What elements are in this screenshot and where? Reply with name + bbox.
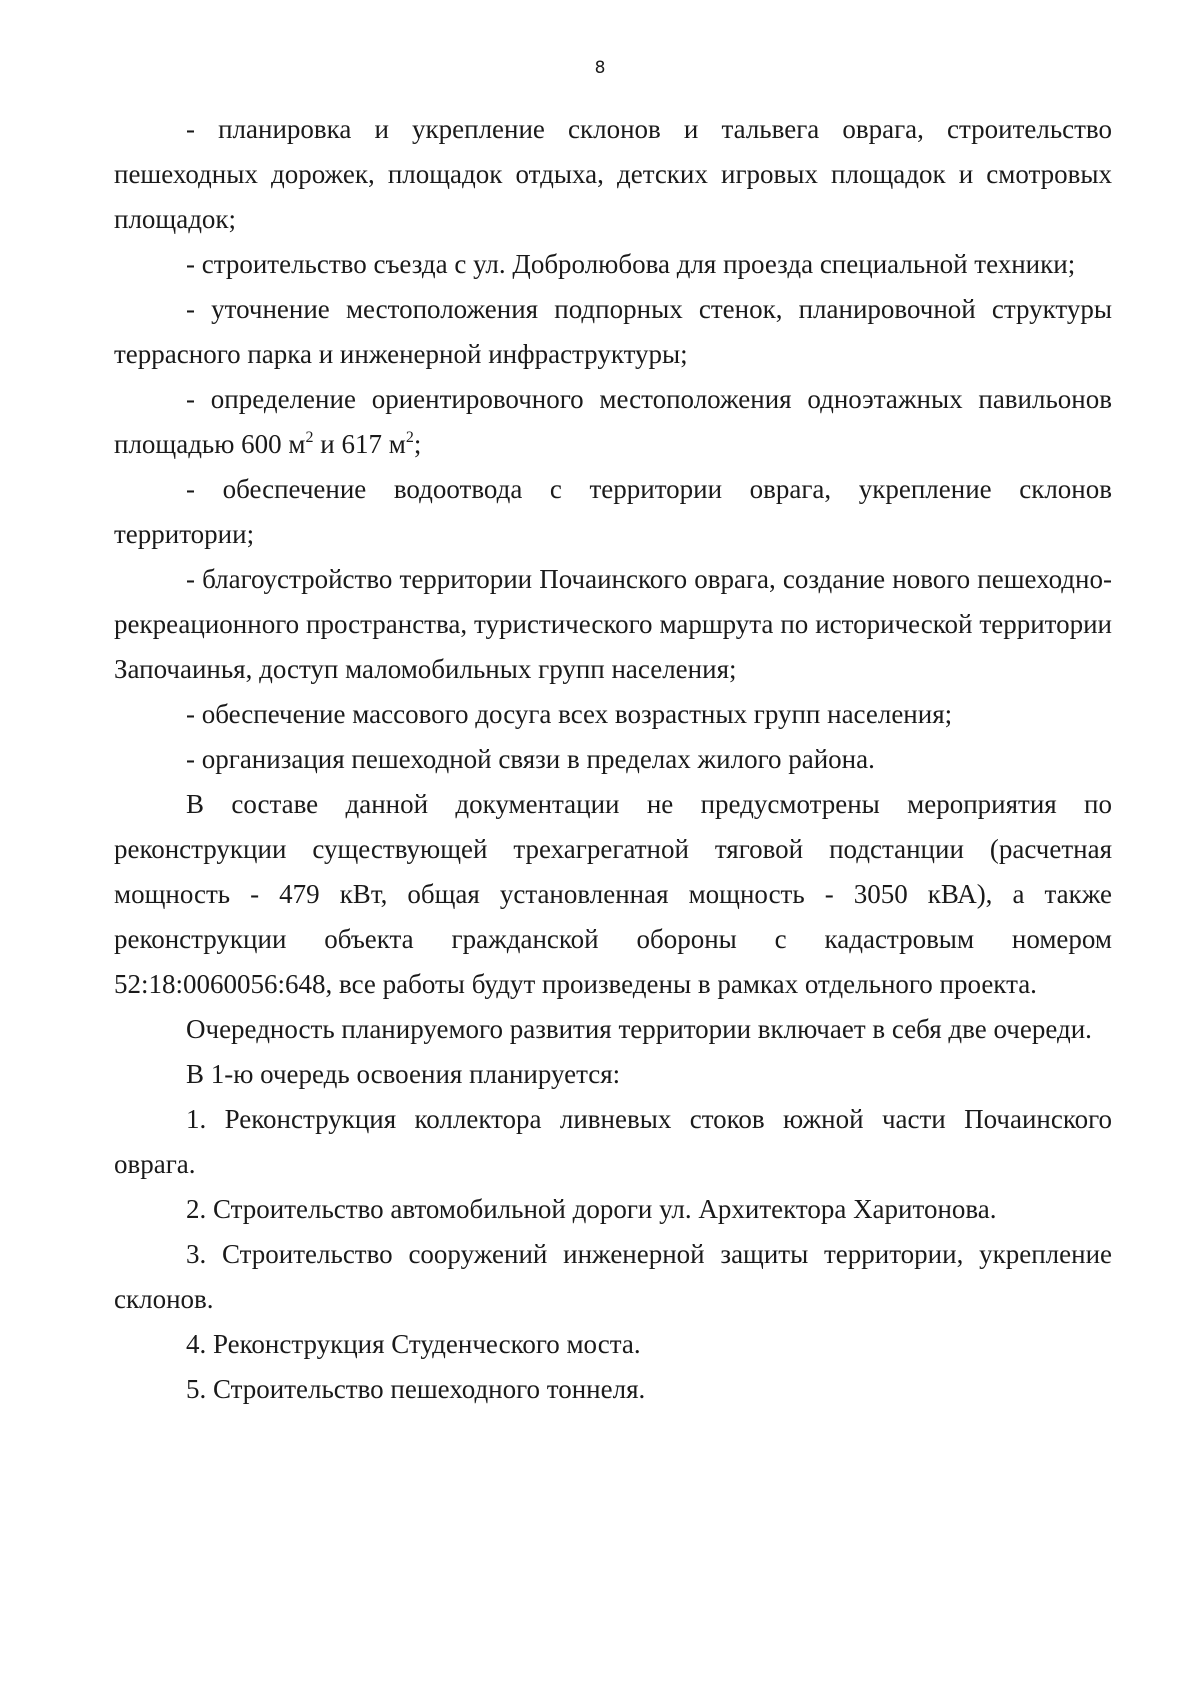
pavilions-text-middle: и 617 м (313, 429, 406, 459)
paragraph-stage-one-intro: В 1-ю очередь освоения планируется: (186, 1059, 621, 1089)
list-item-2: 2. Строительство автомобильной дороги ул. Архитектора Харитонова. (186, 1194, 997, 1224)
superscript-square: 2 (405, 429, 414, 446)
paragraph-dobrolyubova-exit: - строительство съезда с ул. Добролюбова для проезда специальной техники; (186, 249, 1076, 279)
pavilions-text-end: ; (413, 429, 422, 459)
superscript-square: 2 (305, 429, 314, 446)
list-item-4: 4. Реконструкция Студенческого моста. (186, 1329, 641, 1359)
paragraph-drainage: - обеспечение водоотвода с территории оврага, укрепление склонов территории; (114, 474, 1112, 549)
paragraph-pedestrian-link: - организация пешеходной связи в пределах жилого района. (186, 744, 875, 774)
paragraph-pavilions (114, 377, 1112, 467)
paragraph-landscaping: - благоустройство территории Почаинского оврага, создание нового пешеходно-рекреационного пространства, туристического маршрута по исторической территории Започаинья, доступ маломобильных групп населения; (114, 564, 1112, 684)
page-number: 8 (594, 58, 606, 78)
paragraph-slope-planning: - планировка и укрепление склонов и тальвега оврага, строительство пешеходных дорожек, площадок отдыха, детских игровых площадок и смотровых площадок; (114, 114, 1112, 234)
paragraph-retaining-walls: - уточнение местоположения подпорных стенок, планировочной структуры террасного парка и инженерной инфраструктуры; (114, 294, 1112, 369)
pavilions-text-start: - определение ориентировочного местоположения одноэтажных павильонов площадью 600 м (114, 384, 1112, 459)
list-item-5: 5. Строительство пешеходного тоннеля. (186, 1374, 646, 1404)
paragraph-leisure: - обеспечение массового досуга всех возрастных групп населения; (186, 699, 953, 729)
list-item-3: 3. Строительство сооружений инженерной защиты территории, укрепление склонов. (114, 1239, 1112, 1314)
paragraph-excluded-works: В составе данной документации не предусмотрены мероприятия по реконструкции существующей трехагрегатной тяговой подстанции (расчетная мощность - 479 кВт, общая установленная мощность - 3050 кВА), а также реконструкции объекта гражданской обороны с кадастровым номером 52:18:0060056:648, все работы будут произведены в рамках отдельного проекта. (114, 789, 1112, 999)
list-item-1: 1. Реконструкция коллектора ливневых стоков южной части Почаинского оврага. (114, 1104, 1112, 1179)
paragraph-development-stages: Очередность планируемого развития территории включает в себя две очереди. (186, 1014, 1092, 1044)
document-body (114, 107, 1112, 1412)
